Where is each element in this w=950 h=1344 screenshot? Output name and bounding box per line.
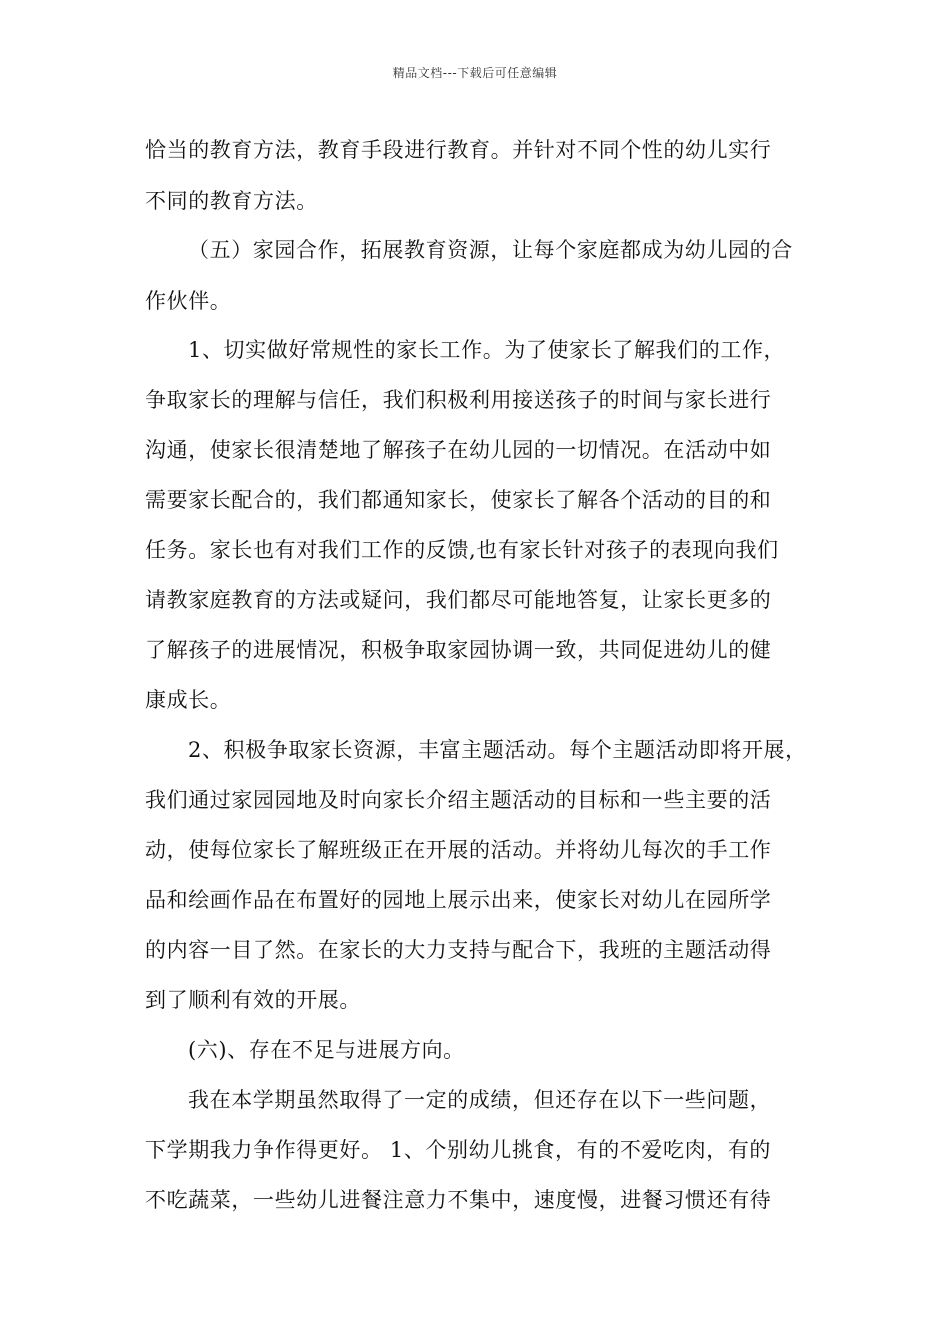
section-heading-6: (六)、存在不足与进展方向。: [188, 1038, 465, 1062]
text-line: 1、切实做好常规性的家长工作。为了使家长了解我们的工作，: [188, 338, 786, 362]
text-line: 不吃蔬菜，一些幼儿进餐注意力不集中，速度慢，进餐习惯还有待: [145, 1188, 772, 1212]
text-line: 我们通过家园园地及时向家长介绍主题活动的目标和一些主要的活: [145, 788, 772, 812]
text-line: 作伙伴。: [145, 289, 232, 313]
text-line: 请教家庭教育的方法或疑问，我们都尽可能地答复，让家长更多的: [145, 588, 772, 612]
text-line: 了解孩子的进展情况，积极争取家园协调一致，共同促进幼儿的健: [145, 638, 772, 662]
section-heading-5: （五）家园合作，拓展教育资源，让每个家庭都成为幼儿园的合: [188, 238, 793, 262]
text-line: 需要家长配合的，我们都通知家长，使家长了解各个活动的目的和: [145, 488, 772, 512]
text-line: 的内容一目了然。在家长的大力支持与配合下，我班的主题活动得: [145, 938, 772, 962]
text-line: 沟通，使家长很清楚地了解孩子在幼儿园的一切情况。在活动中如: [145, 438, 772, 462]
text-line: 品和绘画作品在布置好的园地上展示出来，使家长对幼儿在园所学: [145, 888, 772, 912]
text-line: 争取家长的理解与信任，我们积极利用接送孩子的时间与家长进行: [145, 388, 772, 412]
text-line: 到了顺利有效的开展。: [145, 988, 361, 1012]
text-line: 2、积极争取家长资源，丰富主题活动。每个主题活动即将开展，: [188, 738, 807, 762]
page-header: 精品文档---下载后可任意编辑: [392, 66, 558, 80]
text-line: 康成长。: [145, 688, 232, 712]
text-line: 不同的教育方法。: [145, 189, 318, 213]
text-line: 我在本学期虽然取得了一定的成绩，但还存在以下一些问题，: [188, 1088, 772, 1112]
text-line: 任务。家长也有对我们工作的反馈,也有家长针对孩子的表现向我们: [145, 538, 779, 562]
text-line: 下学期我力争作得更好。 1、个别幼儿挑食，有的不爱吃肉，有的: [145, 1138, 772, 1162]
text-line: 恰当的教育方法，教育手段进行教育。并针对不同个性的幼儿实行: [145, 138, 772, 162]
text-line: 动，使每位家长了解班级正在开展的活动。并将幼儿每次的手工作: [145, 838, 772, 862]
